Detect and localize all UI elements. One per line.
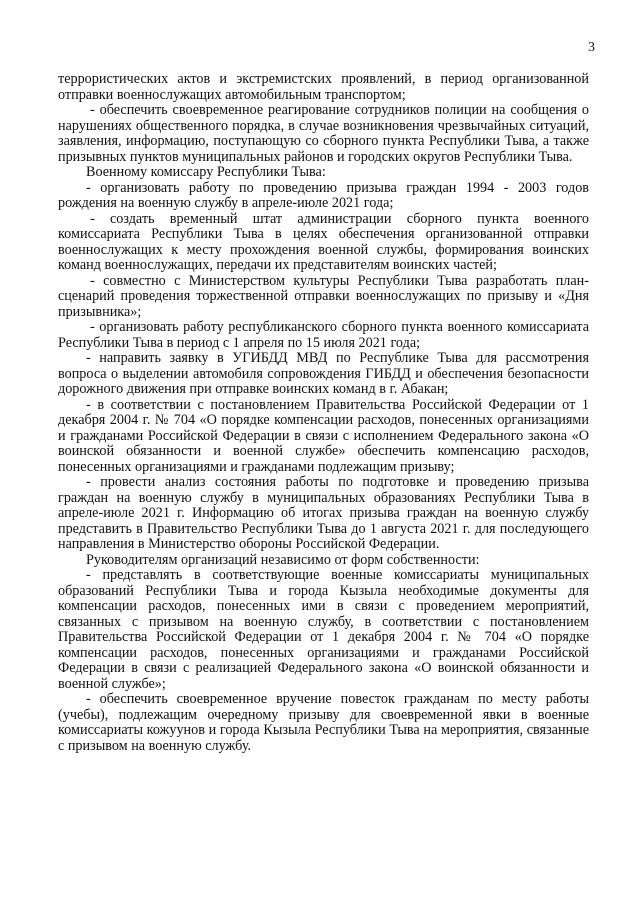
page-number: 3 <box>588 40 595 55</box>
paragraph-organizations-heading: Руководителям организаций независимо от форм собственности: <box>86 551 480 568</box>
document-body <box>58 72 589 754</box>
paragraph-assembly-point: - организовать работу республиканского сборного пункта военного комиссариата Республики Тыва в период с 1 апреля по 15 июля 2021 года; <box>58 319 589 351</box>
paragraph-analysis-report: - провести анализ состояния работы по подготовке и проведению призыва граждан на военную службу в муниципальных образованиях Республики Тыва в апреле-июле 2021 г. Информацию об итогах призыва граждан на военную службу представить в Правительство Республики Тыва до 1 августа 2021 г. для последующего направления в Министерство обороны Российской Федерации. <box>58 474 589 552</box>
paragraph-traffic-escort: - направить заявку в УГИБДД МВД по Республике Тыва для рассмотрения вопроса о выделении автомобиля сопровождения ГИБДД и обеспечения безопасности дорожного движения при отправке воинских команд в г. Абакан; <box>58 350 589 397</box>
paragraph-organize-conscription: - организовать работу по проведению призыва граждан 1994 - 2003 годов рождения на военную службу в апреле-июле 2021 года; <box>58 179 589 211</box>
paragraph-police-response: - обеспечить своевременное реагирование сотрудников полиции на сообщения о нарушениях общественного порядка, в случае возникновения чрезвычайных ситуаций, заявления, информацию, поступающую со сборного пункта Республики Тыва, а также призывных пунктов муниципальных районов и городских округов Республики Тыва. <box>58 102 589 165</box>
paragraph-commissar-heading: Военному комиссару Республики Тыва: <box>86 164 326 180</box>
paragraph-deliver-summons: - обеспечить своевременное вручение повесток гражданам по месту работы (учебы), подлежащим очередному призыву для своевременной явки в военные комиссариаты кожуунов и города Кызыла Республики Тыва на мероприятия, связанные с призывом на военную службу. <box>58 691 589 754</box>
paragraph-continuation: террористических актов и экстремистских проявлений, в период организованной отправки военнослужащих автомобильным транспортом; <box>58 71 589 103</box>
paragraph-temporary-staff: - создать временный штат администрации сборного пункта военного комиссариата Республики Тыва в целях обеспечения организованной отправки военнослужащих к месту прохождения военной службы, формирования воинских команд военнослужащих, передачи их представителям воинских частей; <box>58 210 589 273</box>
paragraph-expense-compensation: - в соответствии с постановлением Правительства Российской Федерации от 1 декабря 2004 г. № 704 «О порядке компенсации расходов, понесенных организациями и гражданами Российской Федерации в связи с исполнением Федерального закона «О воинской обязанности и военной службе» обеспечить компенсацию расходов, понесенных организациями и гражданами подлежащим призыву; <box>58 396 589 475</box>
paragraph-submit-documents: - представлять в соответствующие военные комиссариаты муниципальных образований Республики Тыва и города Кызыла необходимые документы для компенсации расходов, понесенных ими в связи с проведением мероприятий, связанных с призывом на военную службу, в соответствии с постановлением Правительства Российской Федерации от 1 декабря 2004 г. № 704 «О порядке компенсации расходов, понесенных организациями и гражданами Российской Федерации в связи с реализацией Федерального закона «О воинской обязанности и военной службе»; <box>58 567 589 692</box>
paragraph-ceremony-plan: - совместно с Министерством культуры Республики Тыва разработать план-сценарий проведения торжественной отправки военнослужащих по призыву и «Дня призывника»; <box>58 272 589 320</box>
